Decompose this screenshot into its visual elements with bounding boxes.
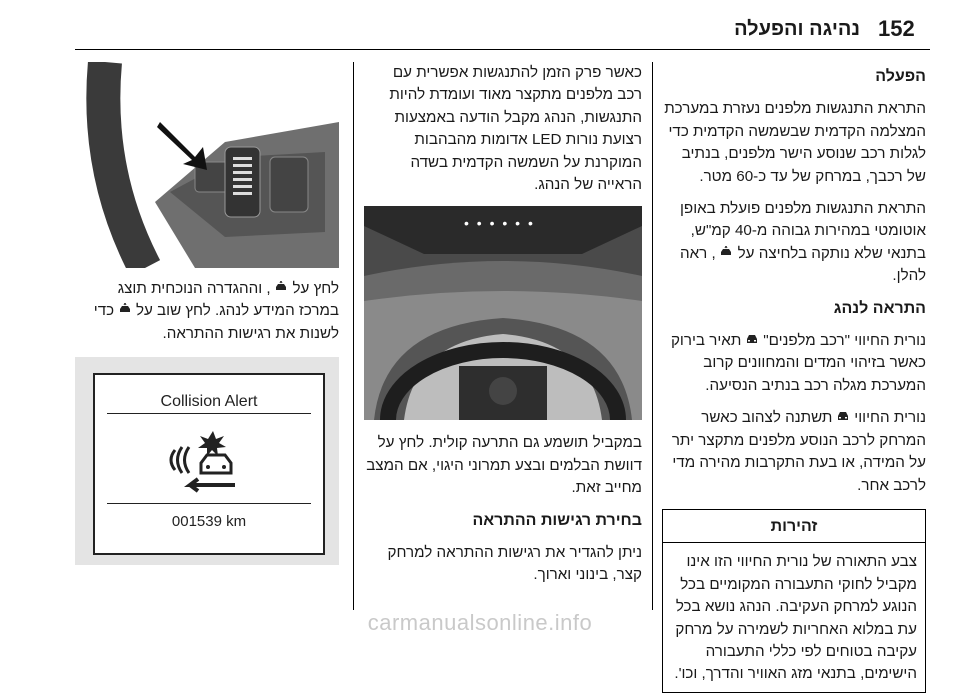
- note-title: זהירות: [663, 510, 925, 543]
- column-middle: [364, 62, 642, 597]
- collision-alert-button-icon: [716, 246, 734, 261]
- display-divider: [107, 413, 311, 414]
- watermark: carmanualsonline.info: [367, 610, 593, 635]
- car-ahead-icon: [832, 410, 850, 425]
- info-display-photo: [75, 357, 339, 565]
- text: נורית החיווי "רכב מלפנים": [763, 332, 926, 350]
- display-title: Collision Alert: [160, 393, 258, 411]
- text: , ראה להלן.: [680, 244, 926, 285]
- note-text: צבע התאורה של נורית החיווי הזו אינו מקביל לחוקי התעבורה המקומיים בכל הנוגע למרחק העקיבה. הנהג נושא בכל עת במלוא האחריות לשמירה על מרחק עקיבה בטוחים לפי כללי התעבורה הישימים, בתנאי מזג האוויר והדרך, וכו'.: [674, 553, 917, 683]
- header-rule: [75, 49, 930, 50]
- column-left: [75, 62, 339, 565]
- display-frame: [93, 373, 325, 555]
- steering-wheel-illustration: [75, 62, 339, 268]
- text: תשתנה לצהוב כאשר המרחק לרכב הנוסע מלפנים מתקצר יתר על המידה, או בעת התקרבות מהירה מדי לרכב אחר.: [671, 409, 926, 494]
- text: תאיר בירוק כאשר בזיהוי המדים והמחוונים קרוב המערכת מגלה רכב בנתיב הנסיעה.: [670, 332, 926, 394]
- column-right: [662, 62, 926, 693]
- text: כדי לשנות את רגישות ההתראה.: [93, 302, 339, 342]
- text: התראת התנגשות מלפנים פועלת באופן אוטומטי במהירות גבוהה מ-40 קמ"ש, בתנאי שלא נותקה בלחיצה על: [679, 200, 926, 262]
- paragraph: [662, 198, 926, 288]
- paragraph: ניתן להגדיר את רגישות ההתראה למרחק קצר, בינוני וארוך.: [387, 544, 642, 584]
- caution-note: [662, 509, 926, 693]
- paragraph: [75, 278, 339, 345]
- collision-alert-button-icon: [114, 303, 132, 318]
- paragraph: התראת התנגשות מלפנים נעזרת במערכת המצלמה הקדמית שבשמשה הקדמית כדי לגלות רכב שנוסע הישר מלפנים, בנתיב של רכבך, במרחק של עד כ-60 מטר.: [664, 100, 926, 185]
- header-title: נהיגה והפעלה: [734, 18, 860, 40]
- text: נורית החיווי: [854, 409, 926, 427]
- section-heading-activation: הפעלה: [875, 68, 926, 85]
- collision-warning-icon: [165, 425, 255, 502]
- section-heading-driver-alert: התראה לנהג: [833, 299, 926, 317]
- paragraph: במקביל תושמע גם התרעה קולית. לחץ על דוושת הבלמים ובצע תמרוני היגוי, אם המצב מחייב זאת.: [366, 434, 642, 497]
- text: לחץ על: [292, 280, 339, 297]
- paragraph: [662, 330, 926, 397]
- display-divider: [107, 503, 311, 504]
- text: , וההגדרה הנוכחית תוצג במרכז המידע לנהג. לחץ שוב על: [117, 280, 339, 320]
- column-divider: [353, 62, 354, 610]
- collision-alert-button-icon: [271, 281, 289, 296]
- section-heading-sensitivity: בחירת רגישות ההתראה: [472, 511, 642, 529]
- page-number: 152: [878, 16, 915, 41]
- car-ahead-icon: [741, 333, 759, 348]
- odometer-readout: 001539 km: [171, 513, 247, 531]
- paragraph: כאשר פרק הזמן להתנגשות אפשרית עם רכב מלפנים מתקצר מאוד ועומדת להיות התנגשות, הנהג מקבל הודעה באמצעות רצועת נורות LED אדומות מהבהבות המוקרנת על השמשה הקדמית בשדה הראייה של הנהג.: [389, 64, 642, 194]
- steering-wheel-photo: [75, 62, 339, 268]
- windshield-led-photo: [364, 206, 642, 420]
- led-strip: • • • • • •: [464, 215, 535, 232]
- column-divider: [652, 62, 653, 610]
- dashboard-illustration: [364, 206, 642, 420]
- paragraph: [662, 407, 926, 497]
